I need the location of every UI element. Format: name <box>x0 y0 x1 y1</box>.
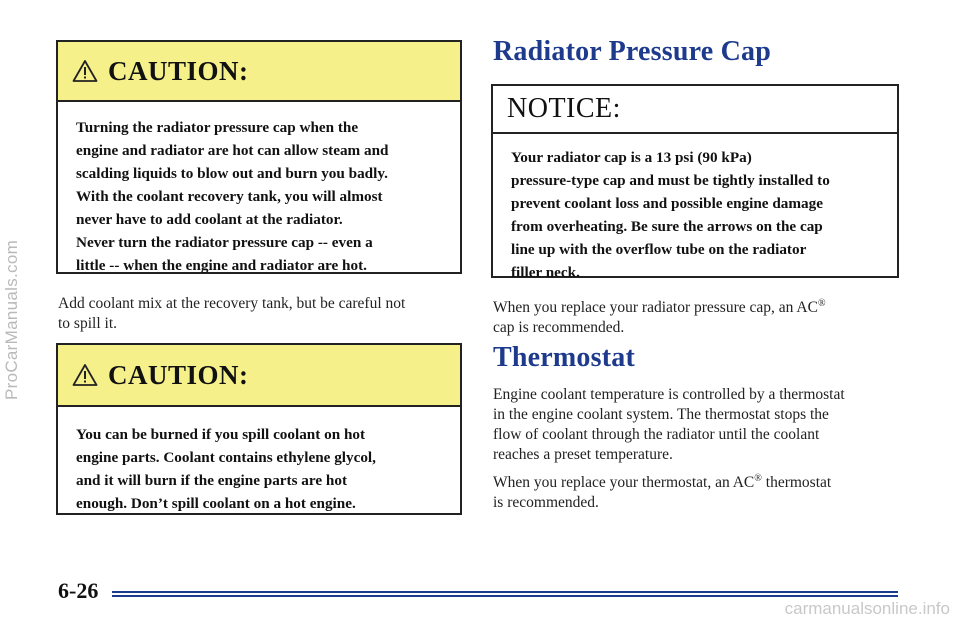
notice-body <box>493 134 897 294</box>
caution-box-coolant <box>56 343 462 515</box>
caution-line: You can be burned if you spill coolant on hot <box>76 426 366 443</box>
caution-line: never have to add coolant at the radiator. <box>76 211 343 228</box>
paragraph-text: When you replace your thermostat, an AC <box>493 474 755 492</box>
bottom-watermark: carmanualsonline.info <box>784 599 950 618</box>
page-number: 6-26 <box>58 578 99 603</box>
paragraph-line: flow of coolant through the radiator until the coolant <box>493 426 820 443</box>
thermostat-paragraph <box>493 385 905 465</box>
paragraph-line <box>493 469 905 493</box>
notice-line: pressure-type cap and must be tightly installed to <box>511 172 830 189</box>
footer-rule-line <box>112 595 898 597</box>
caution-header <box>58 42 460 102</box>
paragraph-line: reaches a preset temperature. <box>493 446 673 463</box>
paragraph-line <box>493 294 903 318</box>
warning-triangle-icon <box>72 59 98 83</box>
caution-line: enough. Don’t spill coolant on a hot engine. <box>76 495 356 512</box>
notice-box <box>491 84 899 281</box>
paragraph-line: cap is recommended. <box>493 319 625 337</box>
caution-line: With the coolant recovery tank, you will almost <box>76 188 383 205</box>
caution-line: Turning the radiator pressure cap when the <box>76 119 359 136</box>
paragraph-line: to spill it. <box>58 315 117 332</box>
caution-heading: CAUTION: <box>108 55 249 86</box>
caution-box-radiator <box>56 40 462 274</box>
paragraph-line: Add coolant mix at the recovery tank, but be careful not <box>58 295 406 312</box>
registered-mark: ® <box>817 298 826 309</box>
caution-line: engine parts. Coolant contains ethylene glycol, <box>76 449 376 466</box>
registered-mark: ® <box>754 473 762 484</box>
warning-triangle-icon <box>72 363 98 387</box>
paragraph-text: thermostat <box>761 474 832 492</box>
caution-heading: CAUTION: <box>108 359 249 390</box>
paragraph-line: is recommended. <box>493 494 599 512</box>
notice-line: filler neck. <box>511 264 580 281</box>
caution-body <box>58 407 460 525</box>
caution-body <box>58 102 460 287</box>
caution-line: Never turn the radiator pressure cap -- even a <box>76 234 373 251</box>
paragraph-text: When you replace your radiator pressure cap, an AC <box>493 299 818 317</box>
caution-header <box>58 345 460 407</box>
radiator-pressure-cap-heading: Radiator Pressure Cap <box>493 36 771 67</box>
notice-line: prevent coolant loss and possible engine damage <box>511 195 823 212</box>
caution-line: little -- when the engine and radiator are hot. <box>76 257 367 274</box>
caution-line: engine and radiator are hot can allow steam and <box>76 142 389 159</box>
caution-line: and it will burn if the engine parts are hot <box>76 472 348 489</box>
thermostat-heading: Thermostat <box>493 342 635 373</box>
notice-line: Your radiator cap is a 13 psi (90 kPa) <box>511 149 752 166</box>
caution-line: scalding liquids to blow out and burn you badly. <box>76 165 388 182</box>
thermostat-replacement-paragraph <box>493 469 905 513</box>
side-watermark: ProCarManuals.com <box>2 239 21 401</box>
notice-heading: NOTICE: <box>507 93 621 124</box>
notice-header <box>493 86 897 134</box>
notice-line: from overheating. Be sure the arrows on the cap <box>511 218 823 235</box>
paragraph-line: Engine coolant temperature is controlled by a thermostat <box>493 386 845 403</box>
paragraph-line: in the engine coolant system. The thermostat stops the <box>493 406 829 423</box>
cap-replacement-paragraph <box>493 294 903 338</box>
notice-line: line up with the overflow tube on the radiator <box>511 241 807 258</box>
add-coolant-paragraph <box>58 294 468 334</box>
